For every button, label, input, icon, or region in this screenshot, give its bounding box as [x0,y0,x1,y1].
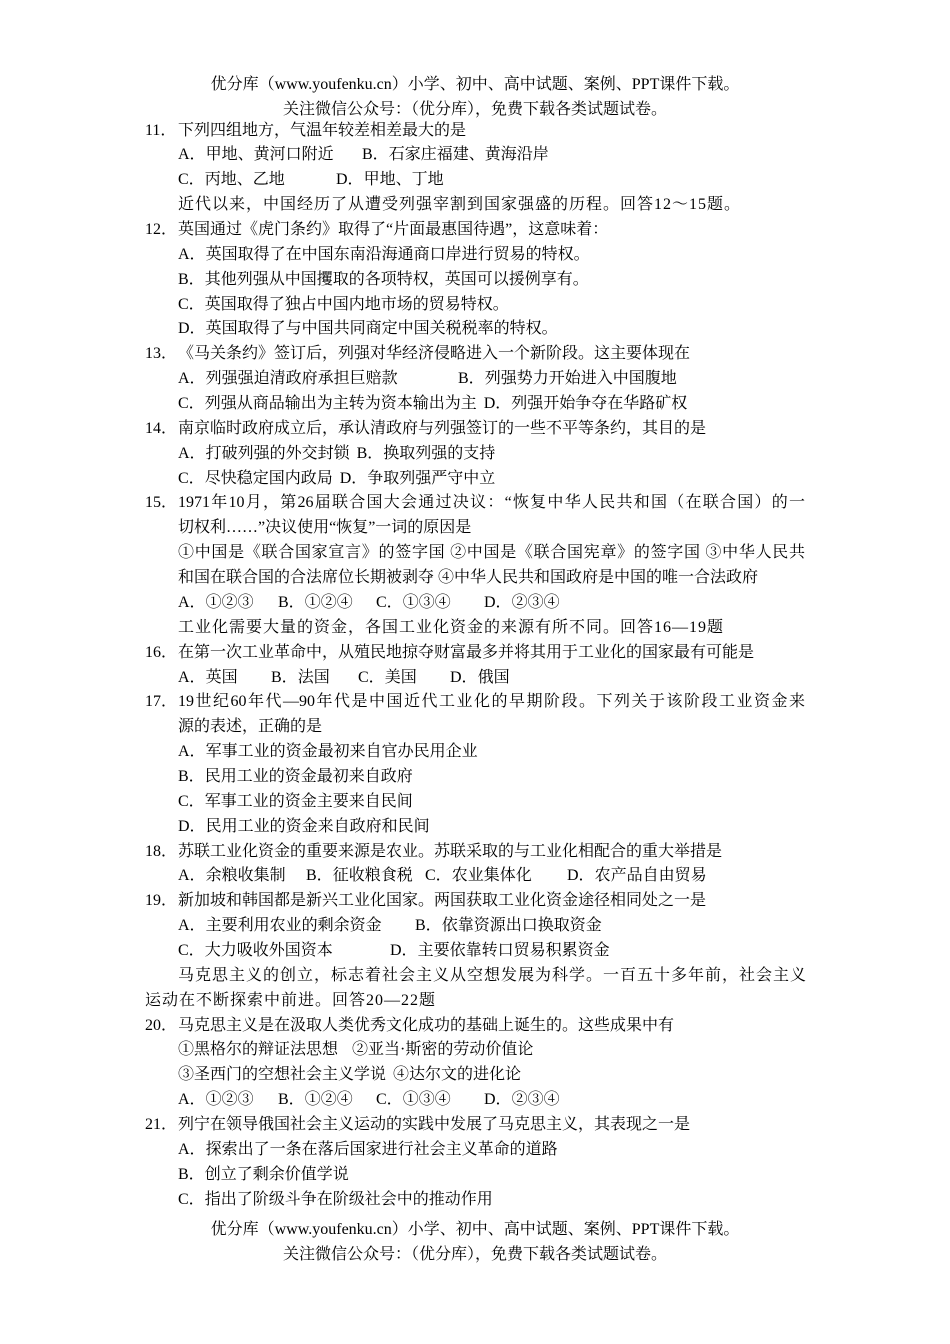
q16-option-d [450,666,517,691]
q21-stem [145,1113,825,1138]
q11-option-d [336,168,451,193]
option-text: 争取列强严守中立 [367,469,496,487]
page-footer [0,1218,950,1267]
q20-text: 马克思主义是在汲取人类优秀文化成功的基础上诞生的。这些成果中有 [178,1016,675,1034]
option-text: ②③④ [511,1091,560,1109]
option-text: 石家庄福建、黄海沿岸 [388,146,549,164]
q13-options-row-2 [145,392,825,417]
q15-statements-row-1 [145,541,825,566]
option-text: ①②③ [205,1091,254,1109]
q13-options-row-1 [145,367,825,392]
q17-text-line-2: 源的表述，正确的是 [178,718,323,736]
q19-option-b [415,914,609,939]
option-label: B． [278,593,305,611]
option-label: A． [178,668,206,686]
option-label: A． [178,370,206,388]
intro-16-19: 工业化需要大量的资金，各国工业化资金的来源有所不同。回答16—19题 [178,618,725,636]
option-text: 美国 [384,668,417,686]
question-list [145,119,825,1213]
option-text: ②③④ [511,593,560,611]
option-label: B． [178,1165,205,1183]
q19-stem [145,889,825,914]
option-text: 民用工业的资金来自政府和民间 [205,817,430,835]
option-text: 英国取得了与中国共同商定中国关税税率的特权。 [205,320,558,338]
q18-option-a [178,864,306,889]
footer-site-line: 优分库（www.youfenku.cn）小学、初中、高中试题、案例、PPT课件下载。 [210,1221,740,1238]
option-text: 指出了阶级斗争在阶级社会中的推动作用 [204,1190,493,1208]
option-text: 列强势力开始进入中国腹地 [484,370,677,388]
option-text: 余粮收集制 [205,867,286,885]
q15-stem [145,491,825,516]
q15-statements-line-2: 和国在联合国的合法席位长期被剥夺 ④中华人民共和国政府是中国的唯一合法政府 [178,569,759,587]
q16-number: 16． [145,643,178,661]
q13-number: 13． [145,345,178,363]
q11-text: 下列四组地方，气温年较差相差最大的是 [178,121,467,139]
option-label: B． [178,270,205,288]
q20-statement-1: ①黑格尔的辩证法思想 [178,1041,339,1059]
q15-option-d [484,591,567,616]
q20-option-a [178,1088,278,1113]
q12-option-b [145,268,825,293]
q18-option-b [306,864,425,889]
q13-option-a [178,367,458,392]
q11-option-c [178,168,336,193]
option-text: 主要依靠转口贸易积累资金 [417,941,610,959]
option-text: 其他列强从中国攫取的各项特权，英国可以援例享有。 [204,270,589,288]
q20-statement-4: ④达尔文的进化论 [393,1066,522,1084]
q11-options-row-2 [145,168,825,193]
q21-option-c [145,1188,825,1213]
option-label: B． [278,1091,305,1109]
q18-option-d [567,864,714,889]
option-label: C． [178,1190,205,1208]
q14-option-b [357,442,503,467]
q15-option-a [178,591,278,616]
q16-option-b [271,666,358,691]
q17-option-b [145,765,825,790]
q14-option-a [178,442,357,467]
q20-statements-row-2 [145,1063,825,1088]
q11-option-a [178,143,362,168]
q12-option-a [145,243,825,268]
q11-options-row-1 [145,143,825,168]
option-label: A． [178,867,206,885]
q20-statement-2: ②亚当·斯密的劳动价值论 [352,1041,534,1059]
option-text: 民用工业的资金最初来自政府 [204,767,413,785]
q21-text: 列宁在领导俄国社会主义运动的实践中发展了马克思主义，其表现之一是 [178,1115,691,1133]
option-text: ①②④ [304,593,353,611]
q14-option-c [178,467,340,492]
q13-option-c [178,392,484,417]
q14-text: 南京临时政府成立后，承认清政府与列强签订的一些不平等条约，其目的是 [178,419,707,437]
option-text: 农产品自由贸易 [594,867,707,885]
q20-statement-3: ③圣西门的空想社会主义学说 [178,1066,387,1084]
option-text: ①②④ [304,1091,353,1109]
q20-option-c [376,1088,484,1113]
option-text: 法国 [297,668,330,686]
option-text: 甲地、丁地 [363,171,444,189]
q15-statements-line-1: ①中国是《联合国家宣言》的签字国 ②中国是《联合国宪章》的签字国 ③中华人民共 [178,544,805,562]
q19-options-row-1 [145,914,825,939]
q21-option-a [145,1138,825,1163]
option-label: B． [178,767,205,785]
option-label: C． [358,668,385,686]
q20-option-d [484,1088,567,1113]
option-text: ①③④ [402,593,451,611]
option-label: C． [178,295,205,313]
option-label: D． [339,469,368,487]
option-label: A． [178,245,206,263]
option-text: 主要利用农业的剩余资金 [205,917,382,935]
q19-option-a [178,914,415,939]
option-label: A． [178,743,206,761]
q16-text: 在第一次工业革命中，从殖民地掠夺财富最多并将其用于工业化的国家最有可能是 [178,643,755,661]
option-text: 探索出了一条在落后国家进行社会主义革命的道路 [205,1140,558,1158]
option-label: B． [458,370,485,388]
q11-option-b [362,143,556,168]
q20-options-row [145,1088,825,1113]
q19-option-d [390,939,617,964]
option-text: 甲地、黄河口附近 [205,146,334,164]
q12-option-d [145,317,825,342]
option-label: A． [178,1091,206,1109]
q11-number: 11． [145,121,177,139]
q20-stem [145,1014,825,1039]
option-text: 创立了剩余价值学说 [204,1165,349,1183]
q16-options-row [145,666,825,691]
option-text: 英国 [205,668,238,686]
q17-option-d [145,815,825,840]
q21-option-b [145,1163,825,1188]
option-text: 俄国 [477,668,510,686]
q19-option-c [178,939,390,964]
option-label: C． [178,469,205,487]
q17-text-line-1: 19世纪60年代—90年代是中国近代工业化的早期阶段。下列关于该阶段工业资金来 [178,693,805,711]
option-text: 征收粮食税 [332,867,413,885]
option-label: D． [336,171,364,189]
q15-option-c [376,591,484,616]
q12-number: 12． [145,221,178,239]
option-label: D． [484,593,512,611]
option-label: C． [425,867,452,885]
q20-option-b [278,1088,376,1113]
option-text: 英国取得了独占中国内地市场的贸易特权。 [204,295,509,313]
q12-text: 英国通过《虎门条约》取得了“片面最惠国待遇”，这意味着： [178,221,609,239]
q16-stem [145,641,825,666]
q19-text: 新加坡和韩国都是新兴工业化国家。两国获取工业化资金途径相同处之一是 [178,892,707,910]
option-label: D． [483,395,512,413]
q14-options-row-1 [145,442,825,467]
option-text: 列强开始争夺在华路矿权 [511,395,688,413]
option-text: ①②③ [205,593,254,611]
option-text: ①③④ [402,1091,451,1109]
q14-stem [145,417,825,442]
q17-stem [145,690,825,715]
q12-option-c [145,293,825,318]
q21-number: 21． [145,1115,178,1133]
option-text: 尽快稳定国内政局 [204,469,333,487]
q17-option-a [145,740,825,765]
option-label: B． [362,146,389,164]
option-label: D． [567,867,595,885]
q14-number: 14． [145,419,178,437]
q15-text-line-1: 1971年10月，第26届联合国大会通过决议：“恢复中华人民共和国（在联合国）的一 [178,494,805,512]
option-text: 英国取得了在中国东南沿海通商口岸进行贸易的特权。 [205,245,590,263]
option-label: C． [178,395,205,413]
intro-12-15: 近代以来，中国经历了从遭受列强宰割到国家强盛的历程。回答12～15题。 [178,196,742,214]
q17-number: 17． [145,693,178,711]
q18-option-c [425,864,567,889]
q18-stem [145,840,825,865]
option-label: C． [178,171,205,189]
q16-option-a [178,666,271,691]
option-label: B． [306,867,333,885]
q13-option-b [458,367,684,392]
option-label: B． [271,668,298,686]
q16-option-c [358,666,450,691]
option-text: 军事工业的资金主要来自民间 [204,792,413,810]
q15-text-line-2: 切权利……”决议使用“恢复”一词的原因是 [178,519,472,537]
intro-20-22-row-1 [145,964,825,989]
q15-number: 15． [145,494,178,512]
option-label: A． [178,146,206,164]
option-label: D． [450,668,478,686]
option-label: A． [178,1140,206,1158]
q13-option-d [484,392,695,417]
option-text: 列强从商品输出为主转为资本输出为主 [204,395,477,413]
q19-options-row-2 [145,939,825,964]
footer-wechat-line: 关注微信公众号：（优分库），免费下载各类试题试卷。 [282,1245,667,1263]
option-label: C． [376,1091,403,1109]
q20-statements-row-1 [145,1038,825,1063]
q19-number: 19． [145,892,178,910]
q12-stem [145,218,825,243]
q14-options-row-2 [145,467,825,492]
option-text: 大力吸收外国资本 [204,941,333,959]
intro-20-22-line-2: 运动在不断探索中前进。回答20—22题 [145,991,437,1009]
intro-20-22-line-1: 马克思主义的创立，标志着社会主义从空想发展为科学。一百五十多年前，社会主义 [178,966,808,984]
option-text: 农业集体化 [451,867,532,885]
q20-number: 20． [145,1016,178,1034]
q11-stem [145,119,825,144]
page-header [0,73,950,122]
option-text: 换取列强的支持 [383,444,496,462]
q13-text: 《马关条约》签订后，列强对华经济侵略进入一个新阶段。这主要体现在 [178,345,691,363]
option-label: A． [178,444,206,462]
option-text: 军事工业的资金最初来自官办民用企业 [205,743,478,761]
option-label: D． [390,941,418,959]
option-text: 打破列强的外交封锁 [205,444,350,462]
option-label: C． [178,941,205,959]
option-label: C． [178,792,205,810]
option-label: A． [178,593,206,611]
option-label: D． [178,817,206,835]
option-label: D． [484,1091,512,1109]
q18-text: 苏联工业化资金的重要来源是农业。苏联采取的与工业化相配合的重大举措是 [178,842,723,860]
q14-option-d [340,467,503,492]
option-label: B． [356,444,384,462]
option-label: A． [178,917,206,935]
option-label: D． [178,320,206,338]
option-text: 依靠资源出口换取资金 [441,917,602,935]
option-text: 丙地、乙地 [204,171,285,189]
option-label: C． [376,593,403,611]
option-label: B． [415,917,442,935]
q13-stem [145,342,825,367]
header-wechat-line: 关注微信公众号：（优分库），免费下载各类试题试卷。 [282,100,667,118]
q18-options-row [145,864,825,889]
q15-option-b [278,591,376,616]
q18-number: 18． [145,842,178,860]
q15-options-row [145,591,825,616]
q17-option-c [145,790,825,815]
option-text: 列强强迫清政府承担巨赔款 [205,370,398,388]
header-site-line: 优分库（www.youfenku.cn）小学、初中、高中试题、案例、PPT课件下载。 [210,76,740,93]
